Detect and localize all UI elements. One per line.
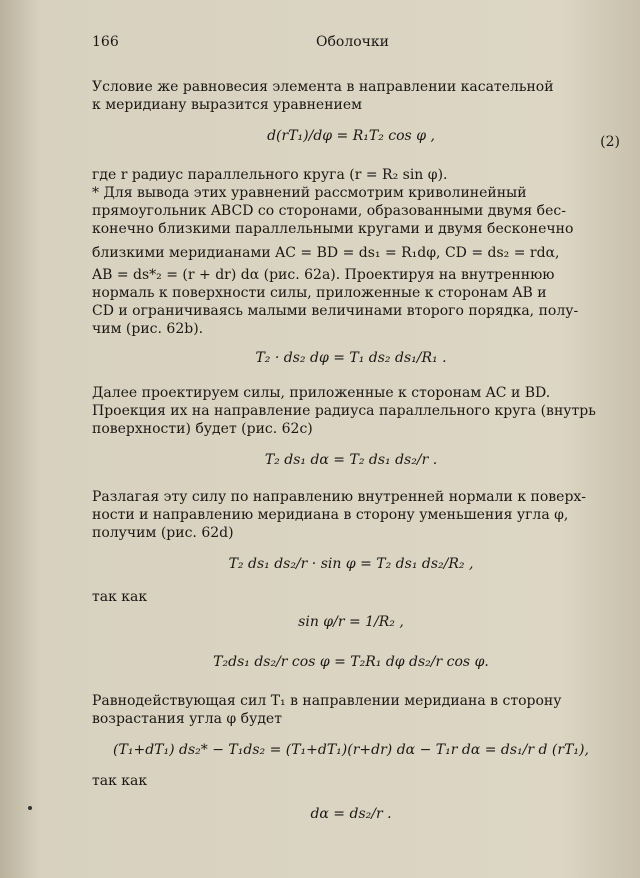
text-line: чим (рис. 62b).	[92, 321, 204, 337]
equation-number: (2)	[600, 134, 620, 150]
equation-2: d(rT₁)/dφ = R₁T₂ cos φ ,	[267, 128, 435, 144]
text-line: возрастания угла φ будет	[92, 711, 282, 727]
text-line: Условие же равновесия элемента в направлении касательной	[92, 79, 554, 95]
text-line: CD и ограничиваясь малыми величинами второго порядка, полу-	[92, 303, 579, 319]
text-line: прямоугольник ABCD со сторонами, образованными двумя бес-	[92, 203, 566, 219]
text-line: так как	[92, 589, 148, 605]
text-line: нормаль к поверхности силы, приложенные к сторонам AB и	[92, 285, 547, 301]
text-line: получим (рис. 62d)	[92, 525, 234, 541]
equation: (T₁+dT₁) ds₂* − T₁ds₂ = (T₁+dT₁)(r+dr) dα − T₁r dα = ds₁/r d (rT₁),	[113, 742, 589, 758]
equation: T₂ ds₁ dα = T₂ ds₁ ds₂/r .	[264, 452, 438, 468]
text-line: AB = ds*₂ = (r + dr) dα (рис. 62a). Проектируя на внутреннюю	[92, 267, 555, 283]
running-title: Оболочки	[316, 34, 389, 50]
equation: T₂ ds₁ ds₂/r · sin φ = T₂ ds₁ ds₂/R₂ ,	[228, 556, 474, 572]
text-line: Равнодействующая сил T₁ в направлении меридиана в сторону	[92, 693, 562, 709]
text-line: поверхности) будет (рис. 62c)	[92, 421, 313, 437]
text-line: * Для вывода этих уравнений рассмотрим криволинейный	[92, 185, 527, 201]
text-line: конечно близкими параллельными кругами и двумя бесконечно	[92, 221, 574, 237]
equation: T₂ · ds₂ dφ = T₁ ds₂ ds₁/R₁ .	[255, 350, 447, 366]
text-line: так как	[92, 773, 148, 789]
text-line: к меридиану выразится уравнением	[92, 97, 363, 113]
equation: T₂ds₁ ds₂/r cos φ = T₂R₁ dφ ds₂/r cos φ.	[213, 654, 489, 670]
text-line: ности и направлению меридиана в сторону уменьшения угла φ,	[92, 507, 569, 523]
text-line: где r радиус параллельного круга (r = R₂ sin φ).	[92, 167, 448, 183]
text-line: близкими меридианами AC = BD = ds₁ = R₁dφ, CD = ds₂ = rdα,	[92, 245, 560, 261]
text-line: Далее проектируем силы, приложенные к сторонам AC и BD.	[92, 385, 551, 401]
page-header	[92, 34, 600, 54]
page-number: 166	[92, 34, 119, 50]
equation: sin φ/r = 1/R₂ ,	[298, 614, 404, 630]
text-line: Проекция их на направление радиуса параллельного круга (внутрь	[92, 403, 596, 419]
ink-speck	[28, 806, 32, 810]
equation: dα = ds₂/r .	[310, 806, 392, 822]
text-line: Разлагая эту силу по направлению внутренней нормали к поверх-	[92, 489, 587, 505]
